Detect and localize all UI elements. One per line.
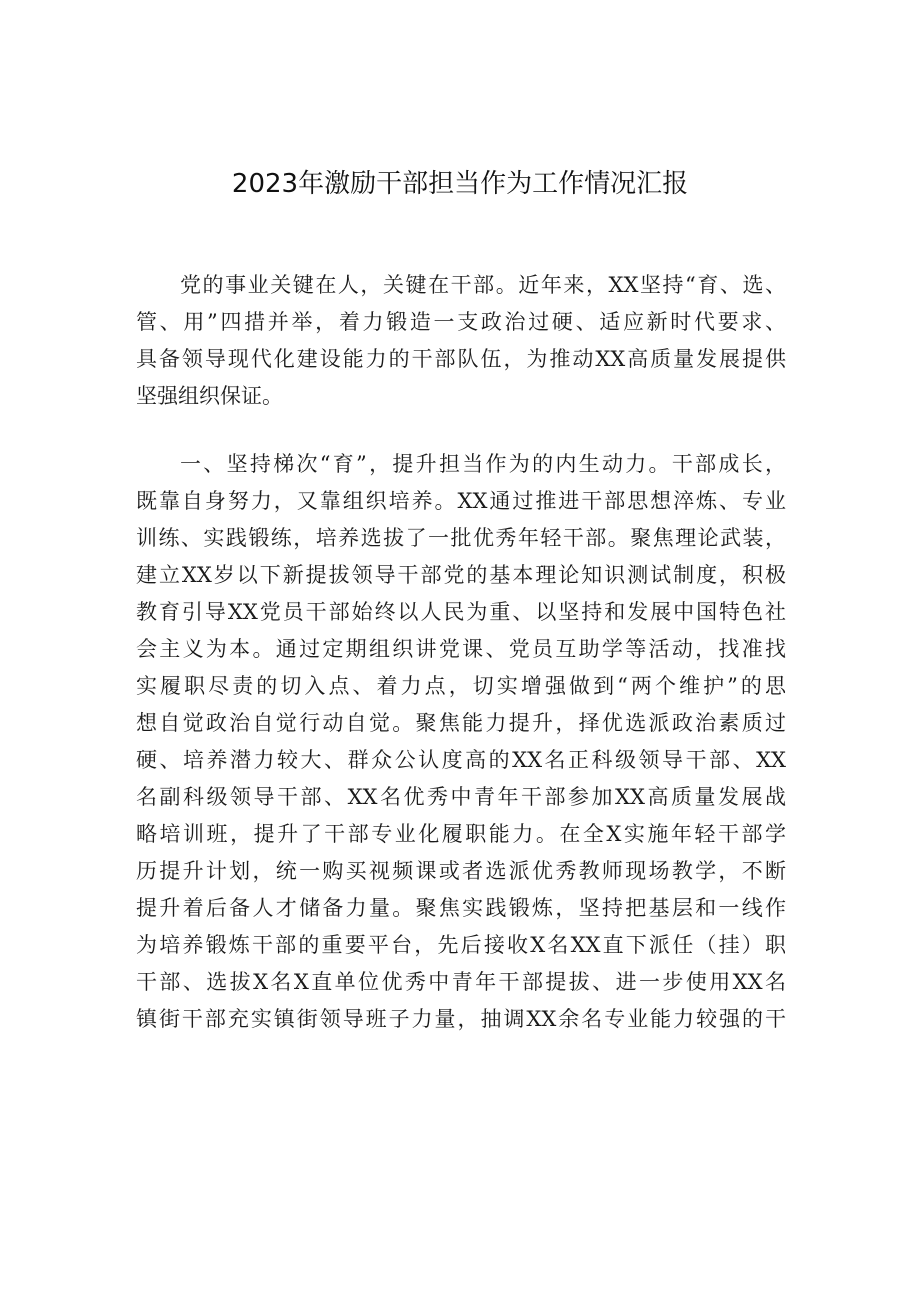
text-line: 实履职尽责的切入点、着力点，切实增强做到“两个维护”的思 — [136, 674, 786, 698]
text-line: 为培养锻炼干部的重要平台，先后接收X名XX直下派任（挂）职 — [136, 933, 786, 957]
text-line: 会主义为本。通过定期组织讲党课、党员互助学等活动，找准找 — [136, 637, 786, 661]
text-line: 建立XX岁以下新提拔领导干部党的基本理论知识测试制度，积极 — [136, 563, 786, 587]
paragraph-section-1 — [136, 446, 786, 1038]
text-line: 名副科级领导干部、XX名优秀中青年干部参加XX高质量发展战 — [136, 785, 786, 809]
text-line: 略培训班，提升了干部专业化履职能力。在全X实施年轻干部学 — [136, 822, 786, 846]
paragraph-intro — [136, 267, 786, 415]
document-title: 2023年激励干部担当作为工作情况汇报 — [231, 169, 689, 199]
text-line: 坚强组织保证。 — [136, 384, 283, 408]
text-line: 一、坚持梯次“育”，提升担当作为的内生动力。干部成长， — [180, 452, 786, 476]
text-line: 既靠自身努力，又靠组织培养。XX通过推进干部思想淬炼、专业 — [136, 489, 786, 513]
text-line: 历提升计划，统一购买视频课或者选派优秀教师现场教学，不断 — [136, 859, 786, 883]
text-line: 训练、实践锻练，培养选拔了一批优秀年轻干部。聚焦理论武装， — [136, 526, 786, 550]
text-line: 提升着后备人才储备力量。聚焦实践锻炼，坚持把基层和一线作 — [136, 896, 786, 920]
text-line: 干部、选拔X名X直单位优秀中青年干部提拔、进一步使用XX名 — [136, 970, 786, 994]
text-line: 镇街干部充实镇街领导班子力量，抽调XX余名专业能力较强的干 — [136, 1007, 786, 1031]
text-line: 管、用”四措并举，着力锻造一支政治过硬、适应新时代要求、 — [136, 310, 786, 334]
text-line: 想自觉政治自觉行动自觉。聚焦能力提升，择优选派政治素质过 — [136, 711, 786, 735]
text-line: 党的事业关键在人，关键在干部。近年来，XX坚持“育、选、 — [180, 273, 786, 297]
text-line: 硬、培养潜力较大、群众公认度高的XX名正科级领导干部、XX — [136, 748, 786, 772]
text-line: 教育引导XX党员干部始终以人民为重、以坚持和发展中国特色社 — [136, 600, 786, 624]
text-line: 具备领导现代化建设能力的干部队伍，为推动XX高质量发展提供 — [136, 347, 786, 371]
